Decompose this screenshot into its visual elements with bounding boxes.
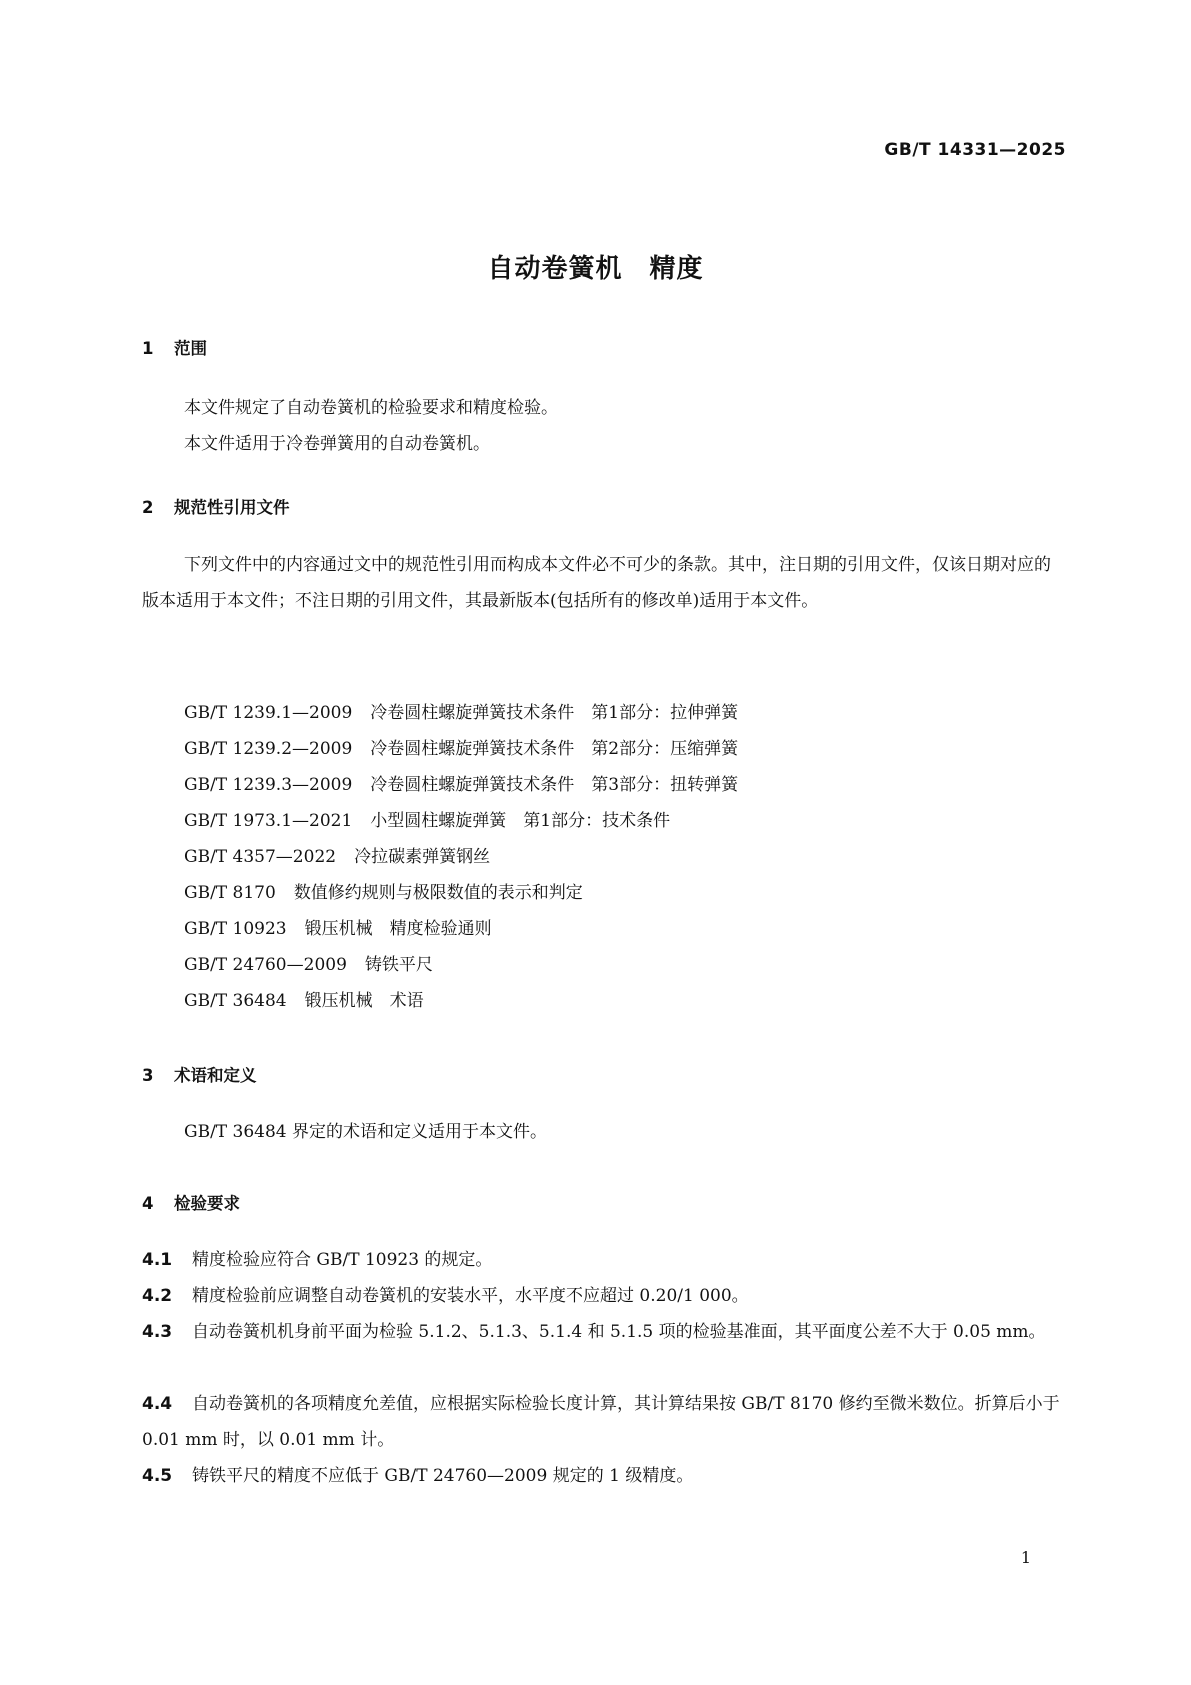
section-number: 3 bbox=[142, 1066, 154, 1085]
section-1-heading bbox=[142, 335, 207, 359]
clause-number: 4.2 bbox=[142, 1286, 173, 1306]
clause-number: 4.4 bbox=[142, 1394, 173, 1414]
reference-title: 小型圆柱螺旋弹簧 第1部分：技术条件 bbox=[370, 811, 671, 831]
section-title: 范围 bbox=[174, 339, 207, 358]
reference-title: 铸铁平尺 bbox=[364, 955, 433, 975]
reference-code: GB/T 1973.1—2021 bbox=[184, 811, 353, 831]
reference-code: GB/T 1239.1—2009 bbox=[184, 703, 353, 723]
section-4-heading bbox=[142, 1190, 240, 1214]
clause-text: 精度检验前应调整自动卷簧机的安装水平，水平度不应超过 0.20/1 000。 bbox=[192, 1286, 749, 1306]
clause-text: 自动卷簧机的各项精度允差值，应根据实际检验长度计算，其计算结果按 GB/T 8170 修约至微米数位。折算后小于 0.01 mm 时，以 0.01 mm 计。 bbox=[142, 1394, 1060, 1450]
reference-title: 冷卷圆柱螺旋弹簧技术条件 第3部分：扭转弹簧 bbox=[370, 775, 739, 795]
reference-item bbox=[184, 767, 738, 803]
reference-item bbox=[184, 839, 738, 875]
clause-number: 4.3 bbox=[142, 1322, 173, 1342]
reference-title: 冷拉碳素弹簧钢丝 bbox=[354, 847, 491, 867]
clause-text: 自动卷簧机机身前平面为检验 5.1.2、5.1.3、5.1.4 和 5.1.5 项的检验基准面，其平面度公差不大于 0.05 mm。 bbox=[192, 1322, 1046, 1342]
terms-paragraph: GB/T 36484 界定的术语和定义适用于本文件。 bbox=[184, 1122, 548, 1142]
paragraph: 本文件规定了自动卷簧机的检验要求和精度检验。 bbox=[184, 398, 558, 418]
section-3-heading bbox=[142, 1062, 257, 1086]
clause-4-5 bbox=[142, 1458, 1062, 1494]
reference-code: GB/T 36484 bbox=[184, 991, 287, 1011]
clause-number: 4.5 bbox=[142, 1466, 173, 1486]
reference-item bbox=[184, 875, 738, 911]
reference-item bbox=[184, 947, 738, 983]
section-number: 2 bbox=[142, 498, 154, 517]
section-number: 1 bbox=[142, 339, 154, 358]
clause-text: 铸铁平尺的精度不应低于 GB/T 24760—2009 规定的 1 级精度。 bbox=[192, 1466, 694, 1486]
standard-code: GB/T 14331—2025 bbox=[884, 140, 1066, 160]
reference-list bbox=[184, 695, 738, 1019]
section-title: 检验要求 bbox=[174, 1194, 240, 1213]
reference-code: GB/T 1239.3—2009 bbox=[184, 775, 353, 795]
reference-title: 冷卷圆柱螺旋弹簧技术条件 第2部分：压缩弹簧 bbox=[370, 739, 739, 759]
page-number: 1 bbox=[1020, 1548, 1031, 1567]
reference-code: GB/T 24760—2009 bbox=[184, 955, 347, 975]
reference-title: 锻压机械 术语 bbox=[304, 991, 424, 1011]
section-title: 规范性引用文件 bbox=[174, 498, 290, 517]
clause-text: 精度检验应符合 GB/T 10923 的规定。 bbox=[192, 1250, 493, 1270]
section-number: 4 bbox=[142, 1194, 154, 1213]
clause-4-2 bbox=[142, 1278, 1062, 1314]
clause-4-4 bbox=[142, 1386, 1062, 1458]
reference-code: GB/T 8170 bbox=[184, 883, 276, 903]
reference-title: 锻压机械 精度检验通则 bbox=[304, 919, 492, 939]
section-2-heading bbox=[142, 494, 290, 518]
clause-4-3 bbox=[142, 1314, 1062, 1350]
reference-item bbox=[184, 803, 738, 839]
reference-code: GB/T 10923 bbox=[184, 919, 287, 939]
section-title: 术语和定义 bbox=[174, 1066, 257, 1085]
reference-item bbox=[184, 911, 738, 947]
reference-code: GB/T 1239.2—2009 bbox=[184, 739, 353, 759]
reference-item bbox=[184, 731, 738, 767]
reference-item bbox=[184, 983, 738, 1019]
reference-title: 冷卷圆柱螺旋弹簧技术条件 第1部分：拉伸弹簧 bbox=[370, 703, 739, 723]
reference-title: 数值修约规则与极限数值的表示和判定 bbox=[293, 883, 583, 903]
paragraph: 本文件适用于冷卷弹簧用的自动卷簧机。 bbox=[184, 434, 490, 454]
reference-item bbox=[184, 695, 738, 731]
clause-number: 4.1 bbox=[142, 1250, 173, 1270]
document-title: 自动卷簧机 精度 bbox=[487, 254, 704, 284]
clause-4-1 bbox=[142, 1242, 1062, 1278]
scope-paragraphs bbox=[142, 390, 1062, 462]
reference-code: GB/T 4357—2022 bbox=[184, 847, 337, 867]
normative-refs-intro: 下列文件中的内容通过文中的规范性引用而构成本文件必不可少的条款。其中，注日期的引用文件，仅该日期对应的版本适用于本文件；不注日期的引用文件，其最新版本(包括所有的修改单)适用于本文件。 bbox=[142, 555, 1051, 611]
